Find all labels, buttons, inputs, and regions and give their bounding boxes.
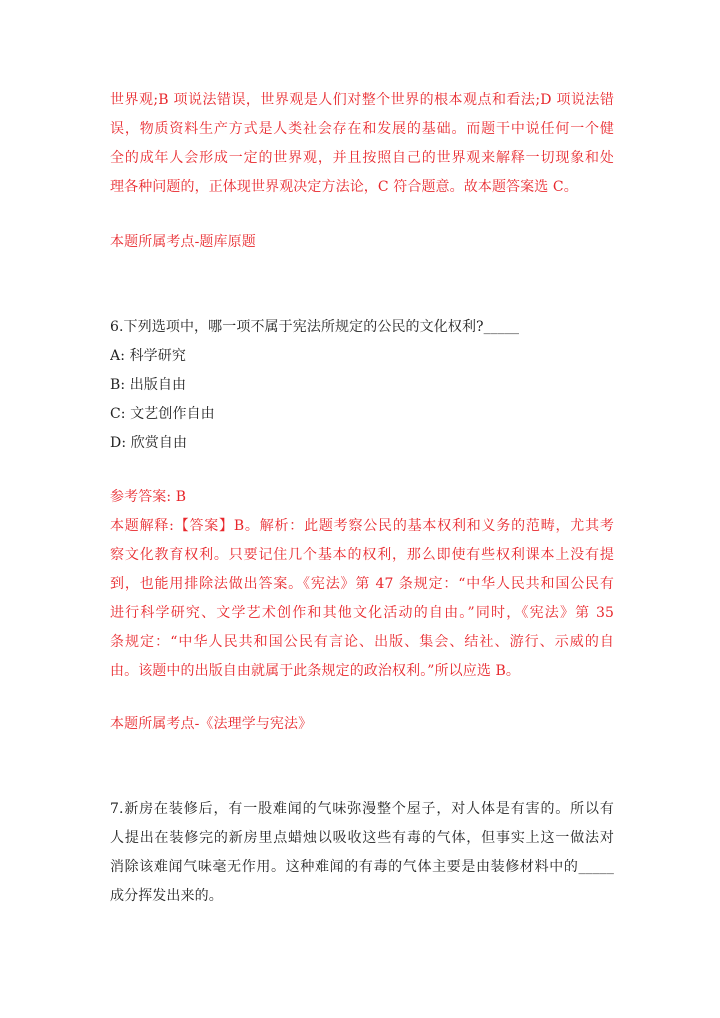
question-line: 人提出在装修完的新房里点蜡烛以吸收这些有毒的气体，但事实上这一做法对 <box>110 830 614 846</box>
explanation-line: 误，物质资料生产方式是人类社会存在和发展的基础。而题干中说任何一个健 <box>110 121 614 137</box>
reference-answer: 参考答案: B <box>110 489 187 505</box>
option-a: A: 科学研究 <box>110 348 186 364</box>
explanation-line: 到，也能用排除法做出答案。《宪法》第 47 条规定：“中华人民共和国公民有 <box>110 576 614 592</box>
explanation-line: 条规定：“中华人民共和国公民有言论、出版、集会、结社、游行、示威的自 <box>110 634 614 650</box>
explanation-line: 理各种问题的，正体现世界观决定方法论，C 符合题意。故本题答案选 C。 <box>110 179 578 195</box>
explanation-line: 全的成年人会形成一定的世界观，并且按照自己的世界观来解释一切现象和处 <box>110 150 614 166</box>
explanation-line: 察文化教育权利。只要记住几个基本的权利，那么即使有些权利课本上没有提 <box>110 547 614 563</box>
option-b: B: 出版自由 <box>110 377 187 393</box>
topic-label: 本题所属考点-题库原题 <box>110 234 256 250</box>
explanation-line: 进行科学研究、文学艺术创作和其他文化活动的自由。”同时，《宪法》第 35 <box>110 605 614 621</box>
option-c: C: 文艺创作自由 <box>110 406 215 422</box>
question-line: 消除该难闻气味毫无作用。这种难闻的有毒的气体主要是由装修材料中的_____ <box>110 859 614 875</box>
question-line: 成分挥发出来的。 <box>110 888 223 904</box>
option-d: D: 欣赏自由 <box>110 435 188 451</box>
explanation-line: 本题解释:【答案】B。解析：此题考察公民的基本权利和义务的范畴，尤其考 <box>110 518 614 534</box>
question-line: 7.新房在装修后，有一股难闻的气味弥漫整个屋子，对人体是有害的。所以有 <box>110 801 614 817</box>
topic-label: 本题所属考点-《法理学与宪法》 <box>110 716 313 732</box>
explanation-line: 由。该题中的出版自由就属于此条规定的政治权利。”所以应选 B。 <box>110 663 520 679</box>
question-text: 6.下列选项中，哪一项不属于宪法所规定的公民的文化权利?_____ <box>110 319 520 335</box>
q6-question-block <box>110 313 614 458</box>
q5-explanation-tail <box>110 86 614 202</box>
explanation-line: 世界观;B 项说法错误，世界观是人们对整个世界的根本观点和看法;D 项说法错 <box>110 92 614 108</box>
q6-answer-block <box>110 483 614 686</box>
q5-topic <box>110 228 614 257</box>
q6-topic <box>110 710 614 739</box>
q7-question-block <box>110 795 614 911</box>
